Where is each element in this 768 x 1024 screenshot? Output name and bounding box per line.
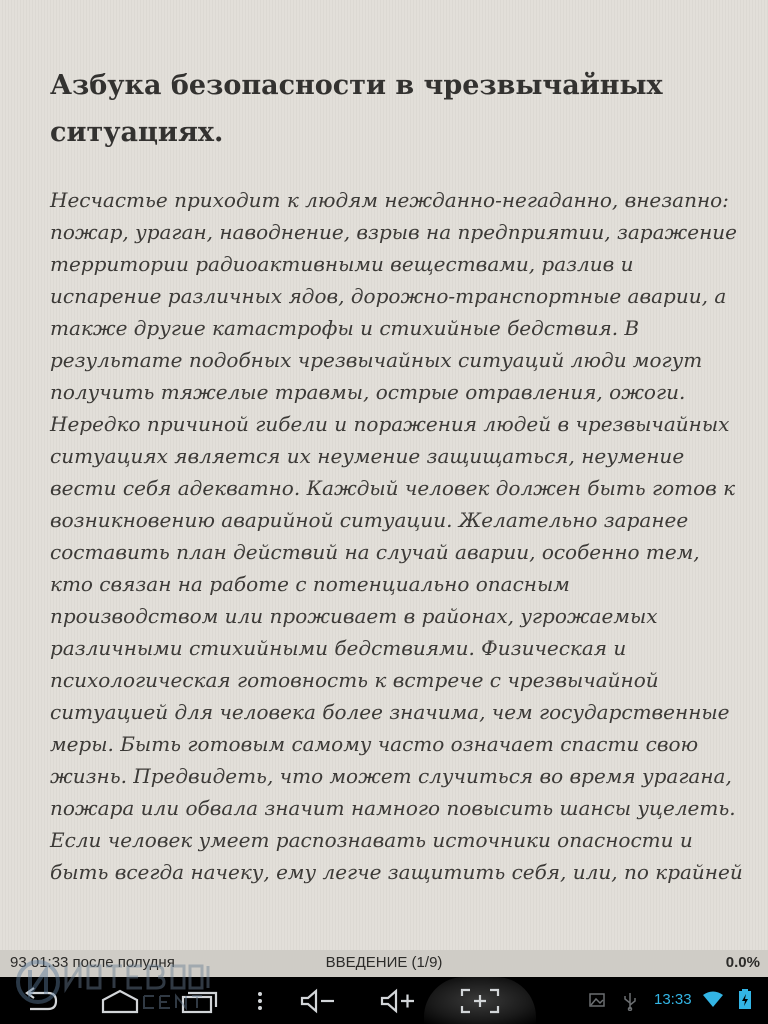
status-progress: 0.0% xyxy=(725,954,760,971)
wifi-icon xyxy=(702,990,724,1008)
menu-button[interactable] xyxy=(238,983,282,1019)
usb-icon xyxy=(622,991,638,1011)
screenshot-icon xyxy=(459,987,501,1015)
text-line: вести себя адекватно. Каждый человек должен быть готов к xyxy=(50,476,736,500)
text-line: территории радиоактивными веществами, разлив и xyxy=(50,252,634,276)
text-line: различными стихийными бедствиями. Физическая и xyxy=(50,636,627,660)
battery-status[interactable] xyxy=(738,988,752,1014)
text-line: составить план действий на случай аварии, особенно тем, xyxy=(50,540,700,564)
battery-icon xyxy=(738,988,752,1010)
gallery-notification[interactable] xyxy=(588,991,606,1013)
text-line: возникновению аварийной ситуации. Желательно заранее xyxy=(50,508,689,532)
text-line: кто связан на работе с потенциально опасным xyxy=(50,572,570,596)
text-line: пожар, ураган, наводнение, взрыв на предприятии, заражение xyxy=(50,220,737,244)
reader-status-bar[interactable] xyxy=(0,950,768,977)
text-line: пожара или обвала значит намного повысить шансы уцелеть. xyxy=(50,796,736,820)
text-line: результате подобных чрезвычайных ситуаций люди могут xyxy=(50,348,703,372)
volume-down-button[interactable] xyxy=(296,983,340,1019)
recent-apps-button[interactable] xyxy=(178,983,222,1019)
text-line: производством или проживает в районах, угрожаемых xyxy=(50,604,658,628)
text-line: получить тяжелые травмы, острые отравления, ожоги. xyxy=(50,380,686,404)
volume-up-icon xyxy=(378,988,418,1014)
text-line: Несчастье приходит к людям нежданно-негаданно, внезапно: xyxy=(50,188,729,212)
text-line: Нередко причиной гибели и поражения людей в чрезвычайных xyxy=(50,412,730,436)
home-icon xyxy=(99,988,141,1014)
menu-icon xyxy=(254,990,266,1012)
text-line: ситуациях является их неумение защищаться, неумение xyxy=(50,444,685,468)
text-line: Если человек умеет распознавать источники опасности и xyxy=(50,828,693,852)
back-button[interactable] xyxy=(18,983,62,1019)
home-button[interactable] xyxy=(98,983,142,1019)
volume-down-icon xyxy=(298,988,338,1014)
article-body xyxy=(50,184,743,888)
text-line: психологическая готовность к встрече с чрезвычайной xyxy=(50,668,659,692)
system-clock[interactable]: 13:33 xyxy=(654,991,692,1008)
wifi-status[interactable] xyxy=(702,990,724,1012)
usb-notification[interactable] xyxy=(622,991,638,1015)
article-title-line-1: Азбука безопасности в чрезвычайных xyxy=(50,70,663,101)
text-line: ситуацией для человека более значима, чем государственные xyxy=(50,700,730,724)
article-title-line-2: ситуациях. xyxy=(50,117,224,148)
text-line: меры. Быть готовым самому часто означает спасти свою xyxy=(50,732,699,756)
volume-up-button[interactable] xyxy=(376,983,420,1019)
text-line: жизнь. Предвидеть, что может случиться во время урагана, xyxy=(50,764,732,788)
system-navigation-bar xyxy=(0,977,768,1024)
gallery-icon xyxy=(588,991,606,1009)
text-line: также другие катастрофы и стихийные бедствия. В xyxy=(50,316,640,340)
back-icon xyxy=(20,987,60,1015)
screenshot-button[interactable] xyxy=(458,983,502,1019)
status-chapter[interactable]: ВВЕДЕНИЕ (1/9) xyxy=(325,954,443,971)
text-line: испарение различных ядов, дорожно-транспортные аварии, а xyxy=(50,284,727,308)
article-title xyxy=(50,62,730,156)
recent-apps-icon xyxy=(180,988,220,1014)
status-time: 93 01:33 после полудня xyxy=(10,954,175,971)
text-line: быть всегда начеку, ему легче защитить себя, или, по крайней xyxy=(50,860,743,884)
